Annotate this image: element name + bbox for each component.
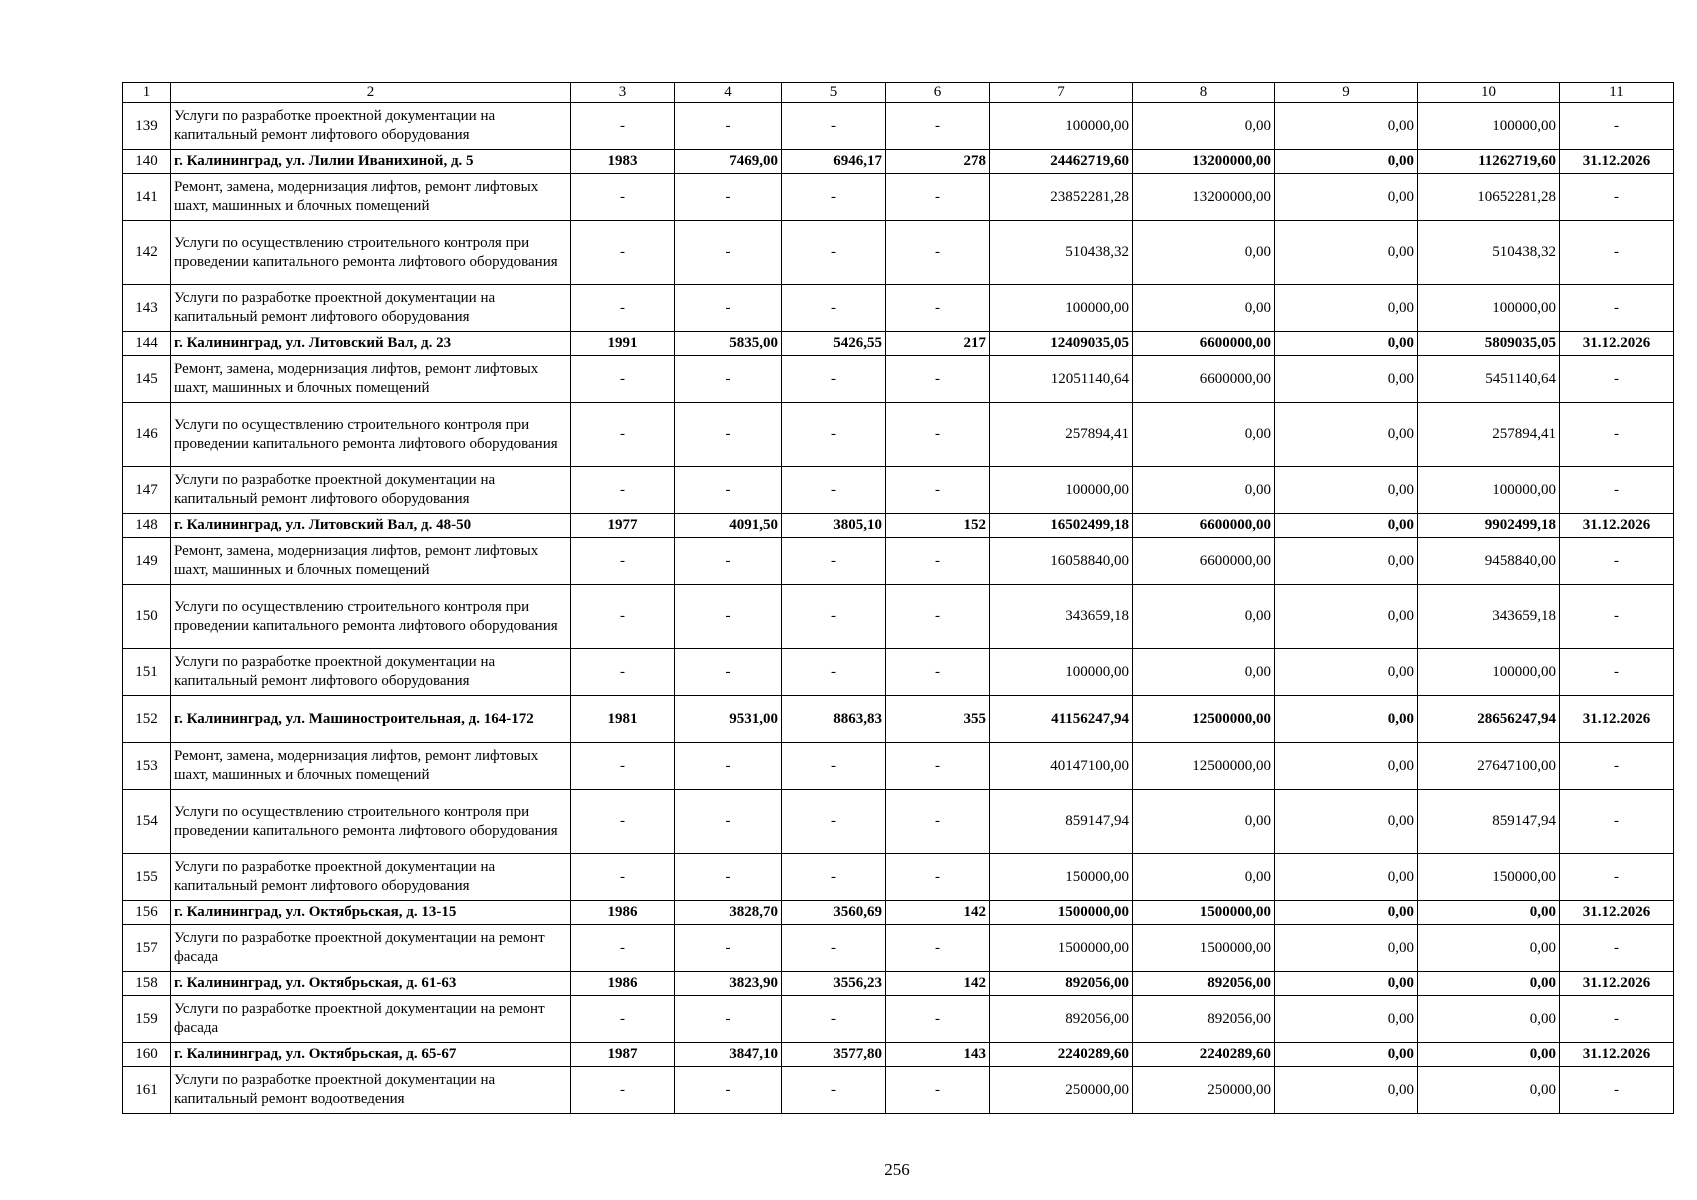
- col-11-value: -: [1560, 103, 1674, 150]
- row-name: г. Калининград, ул. Октябрьская, д. 65-67: [171, 1043, 571, 1067]
- col-5-value: -: [782, 538, 886, 585]
- col-7-value: 2240289,60: [990, 1043, 1133, 1067]
- col-3-value: 1986: [571, 901, 675, 925]
- col-7-value: 12051140,64: [990, 356, 1133, 403]
- col-6-value: -: [886, 1067, 990, 1114]
- column-header-5: 5: [782, 83, 886, 103]
- col-6-value: -: [886, 743, 990, 790]
- row-name: Услуги по разработке проектной документации на ремонт фасада: [171, 925, 571, 972]
- row-number: 144: [123, 332, 171, 356]
- col-8-value: 0,00: [1133, 585, 1275, 649]
- col-10-value: 100000,00: [1418, 103, 1560, 150]
- column-header-7: 7: [990, 83, 1133, 103]
- col-3-value: 1987: [571, 1043, 675, 1067]
- col-4-value: -: [675, 1067, 782, 1114]
- col-3-value: 1977: [571, 514, 675, 538]
- col-10-value: 28656247,94: [1418, 696, 1560, 743]
- col-6-value: 143: [886, 1043, 990, 1067]
- work-row: [123, 403, 1674, 467]
- row-name: Услуги по осуществлению строительного контроля при проведении капитального ремонта лифтового оборудования: [171, 790, 571, 854]
- col-10-value: 0,00: [1418, 1067, 1560, 1114]
- col-7-value: 40147100,00: [990, 743, 1133, 790]
- col-9-value: 0,00: [1275, 696, 1418, 743]
- col-11-value: 31.12.2026: [1560, 901, 1674, 925]
- col-10-value: 150000,00: [1418, 854, 1560, 901]
- work-row: [123, 854, 1674, 901]
- col-5-value: 3560,69: [782, 901, 886, 925]
- col-5-value: -: [782, 221, 886, 285]
- row-name: Ремонт, замена, модернизация лифтов, ремонт лифтовых шахт, машинных и блочных помещений: [171, 356, 571, 403]
- row-number: 155: [123, 854, 171, 901]
- row-name: Услуги по осуществлению строительного контроля при проведении капитального ремонта лифтового оборудования: [171, 403, 571, 467]
- col-7-value: 16058840,00: [990, 538, 1133, 585]
- col-6-value: -: [886, 403, 990, 467]
- col-6-value: -: [886, 538, 990, 585]
- row-number: 149: [123, 538, 171, 585]
- col-5-value: 5426,55: [782, 332, 886, 356]
- col-6-value: -: [886, 356, 990, 403]
- col-8-value: 0,00: [1133, 221, 1275, 285]
- col-9-value: 0,00: [1275, 1043, 1418, 1067]
- col-7-value: 150000,00: [990, 854, 1133, 901]
- column-header-2: 2: [171, 83, 571, 103]
- col-8-value: 13200000,00: [1133, 150, 1275, 174]
- row-name: г. Калининград, ул. Лилии Иванихиной, д. 5: [171, 150, 571, 174]
- col-11-value: -: [1560, 925, 1674, 972]
- col-11-value: -: [1560, 538, 1674, 585]
- address-row: [123, 150, 1674, 174]
- col-5-value: -: [782, 790, 886, 854]
- col-3-value: -: [571, 790, 675, 854]
- work-row: [123, 174, 1674, 221]
- col-10-value: 100000,00: [1418, 649, 1560, 696]
- column-header-9: 9: [1275, 83, 1418, 103]
- col-7-value: 12409035,05: [990, 332, 1133, 356]
- col-4-value: -: [675, 996, 782, 1043]
- col-10-value: 5451140,64: [1418, 356, 1560, 403]
- work-row: [123, 996, 1674, 1043]
- work-row: [123, 221, 1674, 285]
- col-10-value: 5809035,05: [1418, 332, 1560, 356]
- col-10-value: 343659,18: [1418, 585, 1560, 649]
- column-header-4: 4: [675, 83, 782, 103]
- col-6-value: -: [886, 925, 990, 972]
- col-8-value: 12500000,00: [1133, 743, 1275, 790]
- address-row: [123, 332, 1674, 356]
- col-7-value: 892056,00: [990, 972, 1133, 996]
- header-row: [123, 83, 1674, 103]
- row-number: 141: [123, 174, 171, 221]
- col-5-value: -: [782, 356, 886, 403]
- col-11-value: -: [1560, 285, 1674, 332]
- row-name: г. Калининград, ул. Литовский Вал, д. 23: [171, 332, 571, 356]
- work-row: [123, 925, 1674, 972]
- row-name: Услуги по разработке проектной документации на капитальный ремонт водоотведения: [171, 1067, 571, 1114]
- col-4-value: 3828,70: [675, 901, 782, 925]
- col-4-value: -: [675, 790, 782, 854]
- row-number: 151: [123, 649, 171, 696]
- col-6-value: -: [886, 649, 990, 696]
- col-4-value: -: [675, 585, 782, 649]
- row-name: г. Калининград, ул. Литовский Вал, д. 48-50: [171, 514, 571, 538]
- col-8-value: 6600000,00: [1133, 356, 1275, 403]
- col-4-value: -: [675, 356, 782, 403]
- col-8-value: 6600000,00: [1133, 514, 1275, 538]
- col-10-value: 9458840,00: [1418, 538, 1560, 585]
- col-8-value: 1500000,00: [1133, 901, 1275, 925]
- col-7-value: 1500000,00: [990, 901, 1133, 925]
- col-7-value: 343659,18: [990, 585, 1133, 649]
- col-10-value: 10652281,28: [1418, 174, 1560, 221]
- column-header-8: 8: [1133, 83, 1275, 103]
- row-name: г. Калининград, ул. Машиностроительная, д. 164-172: [171, 696, 571, 743]
- col-9-value: 0,00: [1275, 221, 1418, 285]
- col-3-value: 1991: [571, 332, 675, 356]
- work-row: [123, 585, 1674, 649]
- work-row: [123, 1067, 1674, 1114]
- row-number: 146: [123, 403, 171, 467]
- row-name: Услуги по разработке проектной документации на ремонт фасада: [171, 996, 571, 1043]
- col-10-value: 100000,00: [1418, 285, 1560, 332]
- address-row: [123, 514, 1674, 538]
- col-4-value: 3823,90: [675, 972, 782, 996]
- col-9-value: 0,00: [1275, 854, 1418, 901]
- col-5-value: -: [782, 1067, 886, 1114]
- col-10-value: 257894,41: [1418, 403, 1560, 467]
- col-9-value: 0,00: [1275, 743, 1418, 790]
- row-name: Ремонт, замена, модернизация лифтов, ремонт лифтовых шахт, машинных и блочных помещений: [171, 743, 571, 790]
- col-11-value: -: [1560, 790, 1674, 854]
- col-9-value: 0,00: [1275, 403, 1418, 467]
- capital-repair-table: [122, 82, 1674, 1114]
- col-10-value: 0,00: [1418, 1043, 1560, 1067]
- col-9-value: 0,00: [1275, 790, 1418, 854]
- col-9-value: 0,00: [1275, 174, 1418, 221]
- row-number: 161: [123, 1067, 171, 1114]
- col-4-value: -: [675, 403, 782, 467]
- row-name: Услуги по осуществлению строительного контроля при проведении капитального ремонта лифтового оборудования: [171, 585, 571, 649]
- col-6-value: -: [886, 585, 990, 649]
- col-11-value: -: [1560, 221, 1674, 285]
- col-8-value: 0,00: [1133, 467, 1275, 514]
- col-10-value: 0,00: [1418, 901, 1560, 925]
- col-8-value: 6600000,00: [1133, 538, 1275, 585]
- col-8-value: 0,00: [1133, 790, 1275, 854]
- col-5-value: 3805,10: [782, 514, 886, 538]
- col-10-value: 27647100,00: [1418, 743, 1560, 790]
- column-header-10: 10: [1418, 83, 1560, 103]
- work-row: [123, 285, 1674, 332]
- col-5-value: -: [782, 174, 886, 221]
- col-5-value: -: [782, 403, 886, 467]
- col-3-value: -: [571, 285, 675, 332]
- col-9-value: 0,00: [1275, 925, 1418, 972]
- row-number: 157: [123, 925, 171, 972]
- row-number: 148: [123, 514, 171, 538]
- col-9-value: 0,00: [1275, 356, 1418, 403]
- col-11-value: 31.12.2026: [1560, 150, 1674, 174]
- row-number: 158: [123, 972, 171, 996]
- col-3-value: -: [571, 925, 675, 972]
- col-5-value: -: [782, 649, 886, 696]
- col-9-value: 0,00: [1275, 285, 1418, 332]
- work-row: [123, 790, 1674, 854]
- col-5-value: 3577,80: [782, 1043, 886, 1067]
- col-10-value: 100000,00: [1418, 467, 1560, 514]
- page-number: 256: [884, 1160, 910, 1179]
- col-8-value: 892056,00: [1133, 996, 1275, 1043]
- col-6-value: 217: [886, 332, 990, 356]
- col-8-value: 2240289,60: [1133, 1043, 1275, 1067]
- col-7-value: 23852281,28: [990, 174, 1133, 221]
- col-11-value: -: [1560, 996, 1674, 1043]
- col-8-value: 892056,00: [1133, 972, 1275, 996]
- col-9-value: 0,00: [1275, 649, 1418, 696]
- col-4-value: -: [675, 743, 782, 790]
- work-row: [123, 538, 1674, 585]
- row-number: 154: [123, 790, 171, 854]
- col-11-value: -: [1560, 585, 1674, 649]
- row-number: 145: [123, 356, 171, 403]
- col-8-value: 0,00: [1133, 649, 1275, 696]
- col-6-value: 142: [886, 972, 990, 996]
- col-4-value: 7469,00: [675, 150, 782, 174]
- col-4-value: 4091,50: [675, 514, 782, 538]
- col-11-value: 31.12.2026: [1560, 972, 1674, 996]
- col-10-value: 859147,94: [1418, 790, 1560, 854]
- row-number: 156: [123, 901, 171, 925]
- col-11-value: 31.12.2026: [1560, 332, 1674, 356]
- col-6-value: -: [886, 174, 990, 221]
- col-4-value: -: [675, 285, 782, 332]
- col-3-value: -: [571, 743, 675, 790]
- col-11-value: -: [1560, 467, 1674, 514]
- row-name: Услуги по разработке проектной документации на капитальный ремонт лифтового оборудования: [171, 854, 571, 901]
- col-11-value: -: [1560, 743, 1674, 790]
- col-4-value: -: [675, 174, 782, 221]
- col-9-value: 0,00: [1275, 901, 1418, 925]
- col-4-value: -: [675, 538, 782, 585]
- col-6-value: -: [886, 285, 990, 332]
- col-9-value: 0,00: [1275, 538, 1418, 585]
- col-9-value: 0,00: [1275, 514, 1418, 538]
- column-header-11: 11: [1560, 83, 1674, 103]
- col-8-value: 0,00: [1133, 285, 1275, 332]
- col-3-value: 1986: [571, 972, 675, 996]
- col-11-value: -: [1560, 854, 1674, 901]
- row-name: Услуги по разработке проектной документации на капитальный ремонт лифтового оборудования: [171, 467, 571, 514]
- work-row: [123, 103, 1674, 150]
- col-3-value: 1981: [571, 696, 675, 743]
- col-9-value: 0,00: [1275, 1067, 1418, 1114]
- col-7-value: 100000,00: [990, 103, 1133, 150]
- col-7-value: 100000,00: [990, 467, 1133, 514]
- col-5-value: 3556,23: [782, 972, 886, 996]
- work-row: [123, 743, 1674, 790]
- row-name: Услуги по разработке проектной документации на капитальный ремонт лифтового оборудования: [171, 649, 571, 696]
- col-5-value: 6946,17: [782, 150, 886, 174]
- col-8-value: 0,00: [1133, 103, 1275, 150]
- col-4-value: -: [675, 467, 782, 514]
- col-6-value: -: [886, 790, 990, 854]
- col-7-value: 892056,00: [990, 996, 1133, 1043]
- col-4-value: 9531,00: [675, 696, 782, 743]
- col-7-value: 510438,32: [990, 221, 1133, 285]
- col-6-value: 152: [886, 514, 990, 538]
- col-6-value: -: [886, 221, 990, 285]
- col-7-value: 250000,00: [990, 1067, 1133, 1114]
- row-name: Ремонт, замена, модернизация лифтов, ремонт лифтовых шахт, машинных и блочных помещений: [171, 174, 571, 221]
- col-5-value: -: [782, 285, 886, 332]
- row-number: 150: [123, 585, 171, 649]
- col-5-value: 8863,83: [782, 696, 886, 743]
- column-header-3: 3: [571, 83, 675, 103]
- work-row: [123, 649, 1674, 696]
- col-9-value: 0,00: [1275, 972, 1418, 996]
- col-7-value: 100000,00: [990, 285, 1133, 332]
- col-6-value: -: [886, 467, 990, 514]
- work-row: [123, 356, 1674, 403]
- col-6-value: 142: [886, 901, 990, 925]
- col-8-value: 0,00: [1133, 854, 1275, 901]
- col-7-value: 100000,00: [990, 649, 1133, 696]
- col-10-value: 0,00: [1418, 972, 1560, 996]
- row-number: 152: [123, 696, 171, 743]
- col-9-value: 0,00: [1275, 150, 1418, 174]
- col-8-value: 12500000,00: [1133, 696, 1275, 743]
- column-header-1: 1: [123, 83, 171, 103]
- col-3-value: -: [571, 403, 675, 467]
- col-3-value: -: [571, 356, 675, 403]
- col-6-value: -: [886, 996, 990, 1043]
- col-9-value: 0,00: [1275, 996, 1418, 1043]
- row-number: 140: [123, 150, 171, 174]
- row-number: 139: [123, 103, 171, 150]
- col-5-value: -: [782, 925, 886, 972]
- col-6-value: -: [886, 103, 990, 150]
- col-6-value: 278: [886, 150, 990, 174]
- col-10-value: 9902499,18: [1418, 514, 1560, 538]
- col-3-value: -: [571, 538, 675, 585]
- col-4-value: -: [675, 221, 782, 285]
- col-9-value: 0,00: [1275, 103, 1418, 150]
- col-3-value: -: [571, 649, 675, 696]
- col-3-value: -: [571, 996, 675, 1043]
- row-name: Ремонт, замена, модернизация лифтов, ремонт лифтовых шахт, машинных и блочных помещений: [171, 538, 571, 585]
- col-8-value: 6600000,00: [1133, 332, 1275, 356]
- col-7-value: 1500000,00: [990, 925, 1133, 972]
- column-header-6: 6: [886, 83, 990, 103]
- col-3-value: 1983: [571, 150, 675, 174]
- col-8-value: 250000,00: [1133, 1067, 1275, 1114]
- work-row: [123, 467, 1674, 514]
- col-7-value: 859147,94: [990, 790, 1133, 854]
- col-9-value: 0,00: [1275, 332, 1418, 356]
- col-11-value: -: [1560, 403, 1674, 467]
- col-7-value: 16502499,18: [990, 514, 1133, 538]
- col-11-value: 31.12.2026: [1560, 696, 1674, 743]
- col-5-value: -: [782, 585, 886, 649]
- col-3-value: -: [571, 221, 675, 285]
- col-4-value: -: [675, 854, 782, 901]
- row-number: 153: [123, 743, 171, 790]
- col-8-value: 0,00: [1133, 403, 1275, 467]
- col-9-value: 0,00: [1275, 585, 1418, 649]
- address-row: [123, 972, 1674, 996]
- row-name: г. Калининград, ул. Октябрьская, д. 13-15: [171, 901, 571, 925]
- col-11-value: -: [1560, 356, 1674, 403]
- row-name: Услуги по разработке проектной документации на капитальный ремонт лифтового оборудования: [171, 285, 571, 332]
- col-10-value: 0,00: [1418, 925, 1560, 972]
- col-5-value: -: [782, 103, 886, 150]
- col-4-value: -: [675, 925, 782, 972]
- col-3-value: -: [571, 585, 675, 649]
- col-11-value: -: [1560, 174, 1674, 221]
- col-10-value: 510438,32: [1418, 221, 1560, 285]
- col-4-value: 5835,00: [675, 332, 782, 356]
- row-name: Услуги по разработке проектной документации на капитальный ремонт лифтового оборудования: [171, 103, 571, 150]
- col-6-value: 355: [886, 696, 990, 743]
- row-number: 143: [123, 285, 171, 332]
- col-7-value: 41156247,94: [990, 696, 1133, 743]
- col-11-value: 31.12.2026: [1560, 1043, 1674, 1067]
- col-10-value: 0,00: [1418, 996, 1560, 1043]
- col-5-value: -: [782, 854, 886, 901]
- col-11-value: -: [1560, 1067, 1674, 1114]
- row-number: 160: [123, 1043, 171, 1067]
- col-3-value: -: [571, 174, 675, 221]
- col-11-value: -: [1560, 649, 1674, 696]
- col-10-value: 11262719,60: [1418, 150, 1560, 174]
- row-number: 147: [123, 467, 171, 514]
- col-7-value: 24462719,60: [990, 150, 1133, 174]
- col-3-value: -: [571, 103, 675, 150]
- row-number: 159: [123, 996, 171, 1043]
- col-11-value: 31.12.2026: [1560, 514, 1674, 538]
- row-name: Услуги по осуществлению строительного контроля при проведении капитального ремонта лифтового оборудования: [171, 221, 571, 285]
- col-5-value: -: [782, 743, 886, 790]
- col-5-value: -: [782, 996, 886, 1043]
- col-3-value: -: [571, 854, 675, 901]
- col-4-value: 3847,10: [675, 1043, 782, 1067]
- col-4-value: -: [675, 103, 782, 150]
- col-3-value: -: [571, 467, 675, 514]
- col-6-value: -: [886, 854, 990, 901]
- col-9-value: 0,00: [1275, 467, 1418, 514]
- address-row: [123, 696, 1674, 743]
- address-row: [123, 1043, 1674, 1067]
- address-row: [123, 901, 1674, 925]
- col-8-value: 13200000,00: [1133, 174, 1275, 221]
- col-3-value: -: [571, 1067, 675, 1114]
- col-4-value: -: [675, 649, 782, 696]
- row-name: г. Калининград, ул. Октябрьская, д. 61-63: [171, 972, 571, 996]
- col-5-value: -: [782, 467, 886, 514]
- col-8-value: 1500000,00: [1133, 925, 1275, 972]
- col-7-value: 257894,41: [990, 403, 1133, 467]
- table-body: [123, 103, 1674, 1114]
- row-number: 142: [123, 221, 171, 285]
